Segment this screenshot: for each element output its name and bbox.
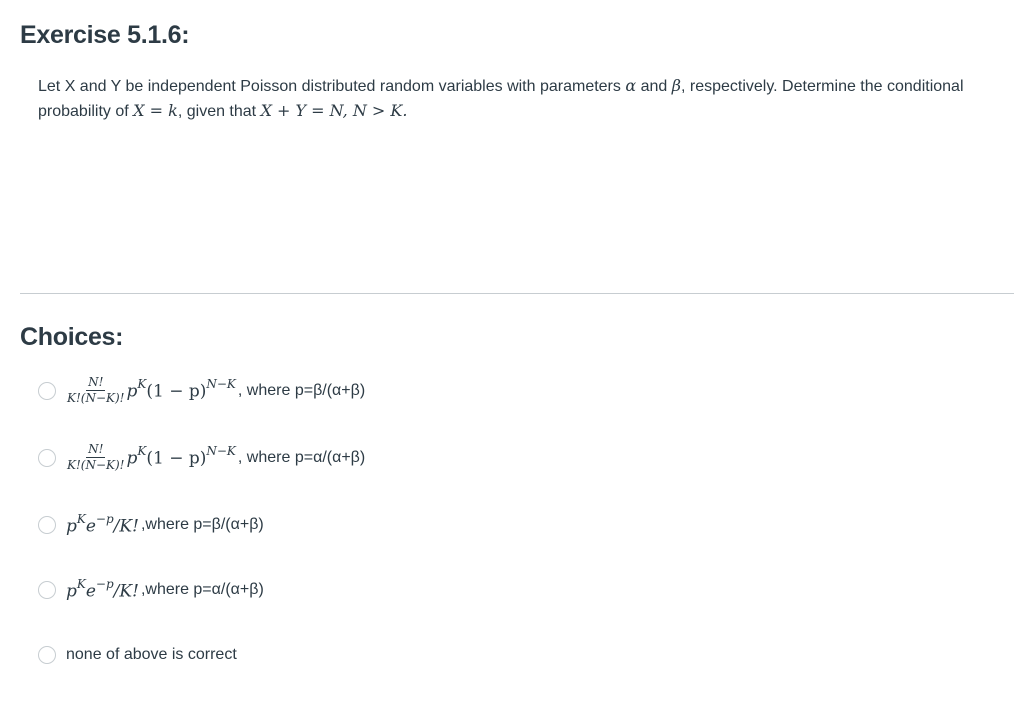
- question-text: [38, 74, 998, 124]
- expr-base: p: [126, 381, 138, 402]
- expr-tail: /K!: [113, 516, 139, 537]
- condition-sum: X + Y = N, N > K.: [260, 101, 408, 120]
- expr-exponent: −p: [95, 577, 114, 591]
- question-text-part: Let X and Y be independent Poisson distributed random variables with parameters: [38, 78, 626, 95]
- expr-base: p: [66, 516, 77, 537]
- question-text-part: , given that: [177, 103, 261, 120]
- radio-button[interactable]: [38, 646, 56, 664]
- choice-label: [66, 579, 264, 602]
- exercise-title: Exercise 5.1.6:: [20, 21, 190, 49]
- choice-label: [66, 514, 264, 537]
- beta-symbol: β: [671, 76, 681, 95]
- choice-suffix: , where p=β/(α+β): [237, 381, 366, 399]
- choice-label: [66, 443, 365, 472]
- choice-suffix: ,where p=α/(α+β): [140, 581, 264, 599]
- choice-option-1[interactable]: [38, 376, 365, 405]
- fraction-numerator: N!: [88, 442, 104, 456]
- alpha-symbol: α: [625, 76, 637, 95]
- radio-button[interactable]: [38, 516, 56, 534]
- choice-suffix: ,where p=β/(α+β): [140, 516, 264, 534]
- choice-option-3[interactable]: [38, 514, 264, 537]
- expr-middle: e: [85, 581, 96, 602]
- expr-exponent: K: [76, 512, 86, 526]
- expr-base: p: [126, 448, 138, 469]
- choice-option-4[interactable]: [38, 579, 264, 602]
- expr-middle: (1 − p): [146, 448, 207, 469]
- radio-button[interactable]: [38, 581, 56, 599]
- expr-middle: e: [85, 516, 96, 537]
- choice-option-2[interactable]: [38, 443, 365, 472]
- choice-suffix: , where p=α/(α+β): [237, 448, 366, 466]
- math-expression: [127, 379, 236, 402]
- math-expression: [66, 579, 139, 602]
- choice-label: none of above is correct: [66, 646, 237, 663]
- expr-exponent: N−K: [206, 377, 236, 392]
- fraction-denominator: K!(N−K)!: [67, 391, 125, 405]
- radio-button[interactable]: [38, 449, 56, 467]
- expr-exponent: K: [137, 377, 147, 392]
- question-text-part: and: [636, 78, 672, 95]
- question-text-part: , respectively. Determine the conditional probability of: [38, 78, 964, 120]
- section-divider: [20, 293, 1014, 294]
- choices-title: Choices:: [20, 323, 124, 351]
- fraction: [66, 443, 126, 472]
- expr-tail: /K!: [113, 581, 139, 602]
- radio-button[interactable]: [38, 382, 56, 400]
- condition-x-equals-k: X = k: [133, 101, 178, 120]
- expr-middle: (1 − p): [146, 381, 207, 402]
- expr-exponent: N−K: [206, 444, 236, 459]
- expr-exponent: K: [137, 444, 147, 459]
- choice-option-5[interactable]: [38, 646, 237, 664]
- expr-exponent: −p: [95, 512, 114, 526]
- math-expression: [66, 514, 139, 537]
- math-expression: [127, 446, 236, 469]
- fraction-numerator: N!: [88, 375, 104, 389]
- fraction: [66, 376, 126, 405]
- expr-base: p: [66, 581, 77, 602]
- choice-label: [66, 376, 365, 405]
- expr-exponent: K: [76, 577, 86, 591]
- fraction-denominator: K!(N−K)!: [67, 458, 125, 472]
